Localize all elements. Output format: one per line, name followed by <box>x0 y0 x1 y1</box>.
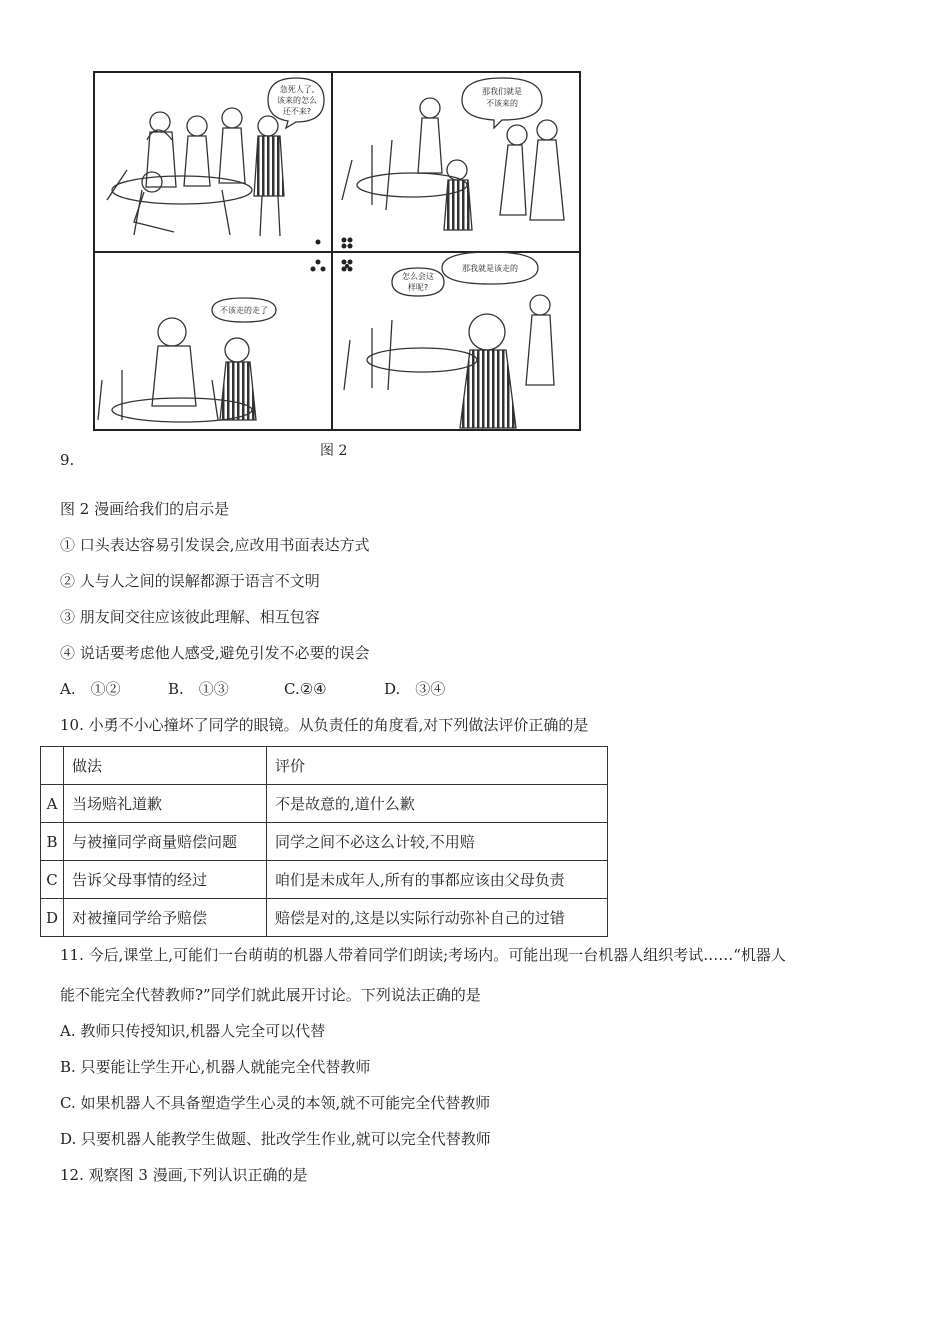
table-header-cell: 评价 <box>267 747 608 785</box>
table-cell: B <box>41 823 64 861</box>
bubble4-line1: 怎么会这 <box>402 272 434 281</box>
table-cell: 与被撞同学商量赔偿问题 <box>64 823 267 861</box>
question-9-option-1: ① 口头表达容易引发误会,应改用书面表达方式 <box>60 536 370 554</box>
question-9-choice-a: A. ①② <box>60 680 121 698</box>
table-row <box>41 823 608 861</box>
question-11-stem-line-2: 能不能完全代替教师?”同学们就此展开讨论。下列说法正确的是 <box>60 986 481 1004</box>
table-cell: 同学之间不必这么计较,不用赔 <box>267 823 608 861</box>
question-11-option-b: B. 只要能让学生开心,机器人就能完全代替教师 <box>60 1058 371 1076</box>
question-9-stem: 图 2 漫画给我们的启示是 <box>60 500 230 518</box>
bubble2-line2: 不该来的 <box>486 99 518 108</box>
question-11-option-c: C. 如果机器人不具备塑造学生心灵的本领,就不可能完全代替教师 <box>60 1094 491 1112</box>
table-cell: C <box>41 861 64 899</box>
table-cell: D <box>41 899 64 937</box>
bubble1-line3: 还不来? <box>282 107 312 116</box>
question-9-option-3: ③ 朋友间交往应该彼此理解、相互包容 <box>60 608 320 626</box>
question-9-choice-d: D. ③④ <box>384 680 446 698</box>
comic-figure <box>92 70 582 432</box>
question-9-number: 9. <box>60 451 75 469</box>
table-cell: 不是故意的,道什么歉 <box>267 785 608 823</box>
question-11-option-a: A. 教师只传授知识,机器人完全可以代替 <box>60 1022 326 1040</box>
table-row <box>41 899 608 937</box>
question-10-table <box>40 746 608 937</box>
table-header-cell <box>41 747 64 785</box>
table-row <box>41 861 608 899</box>
table-cell: 当场赔礼道歉 <box>64 785 267 823</box>
question-9-option-4: ④ 说话要考虑他人感受,避免引发不必要的误会 <box>60 644 370 662</box>
bubble5-text: 那我就是该走的 <box>462 264 518 273</box>
bubble1-line1: 急死人了, <box>279 85 315 94</box>
question-10-stem: 10. 小勇不小心撞坏了同学的眼镜。从负责任的角度看,对下列做法评价正确的是 <box>60 716 589 734</box>
table-row <box>41 785 608 823</box>
bubble3-text: 不该走的走了 <box>220 306 268 315</box>
question-11-stem-line-1: 11. 今后,课堂上,可能们一台萌萌的机器人带着同学们朗读;考场内。可能出现一台机器人组织考试……“机器人 <box>60 946 786 964</box>
bubble2-line1: 那我们就是 <box>482 87 522 96</box>
question-11-option-d: D. 只要机器人能教学生做题、批改学生作业,就可以完全代替教师 <box>60 1130 491 1148</box>
table-cell: 赔偿是对的,这是以实际行动弥补自己的过错 <box>267 899 608 937</box>
question-9-option-2: ② 人与人之间的误解都源于语言不文明 <box>60 572 320 590</box>
table-cell: A <box>41 785 64 823</box>
table-header-cell: 做法 <box>64 747 267 785</box>
figure-caption: 图 2 <box>320 443 348 459</box>
table-cell: 告诉父母事情的经过 <box>64 861 267 899</box>
table-cell: 对被撞同学给予赔偿 <box>64 899 267 937</box>
table-header-row <box>41 747 608 785</box>
table-cell: 咱们是未成年人,所有的事都应该由父母负责 <box>267 861 608 899</box>
question-12-stem: 12. 观察图 3 漫画,下列认识正确的是 <box>60 1166 308 1184</box>
bubble1-line2: 该来的怎么 <box>277 96 317 105</box>
question-9-choice-b: B. ①③ <box>168 680 229 698</box>
bubble4-line2: 样呢? <box>407 283 429 292</box>
question-9-choice-c: C.②④ <box>284 680 327 698</box>
